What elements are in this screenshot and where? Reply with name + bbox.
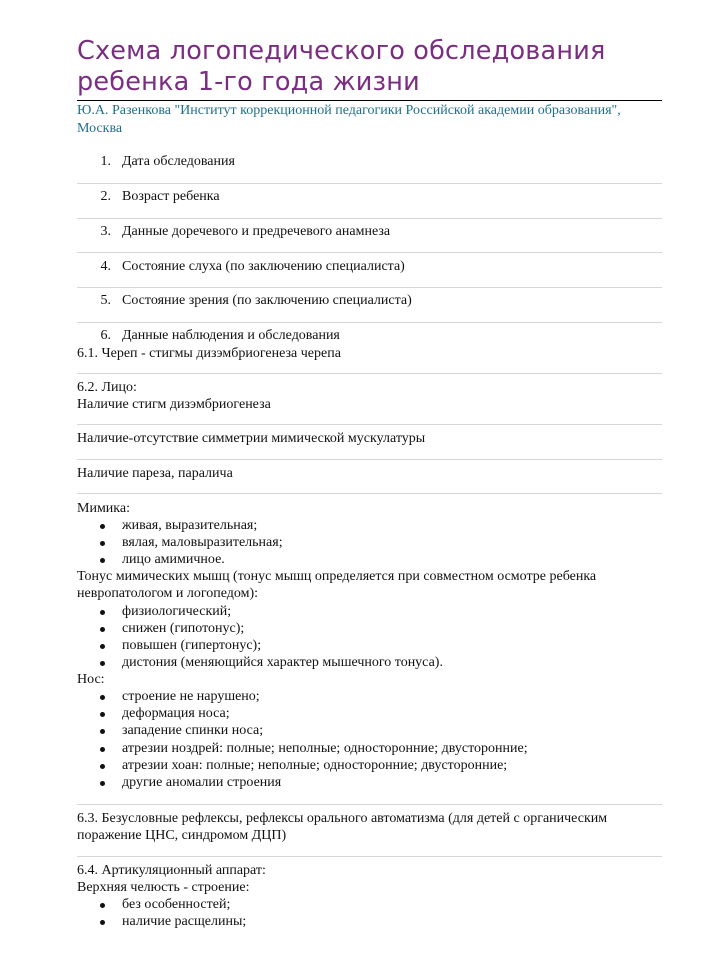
- list-number: 1.: [100, 154, 111, 169]
- bullet-icon: [100, 541, 105, 546]
- list-item: [77, 913, 662, 930]
- mimika-heading: Мимика:: [77, 501, 130, 516]
- list-number: 6.: [100, 328, 111, 343]
- bullet-icon: [100, 764, 105, 769]
- bullet-icon: [100, 661, 105, 666]
- list-item: [77, 896, 662, 913]
- bullet-text: атрезии ноздрей: полные; неполные; односторонние; двусторонние;: [122, 741, 528, 756]
- bullet-icon: [100, 695, 105, 700]
- bullet-icon: [100, 712, 105, 717]
- list-number: 4.: [100, 259, 111, 274]
- bullet-icon: [100, 903, 105, 908]
- list-item: [77, 153, 662, 171]
- bullet-icon: [100, 644, 105, 649]
- bullet-text: живая, выразительная;: [122, 518, 258, 533]
- bullet-text: западение спинки носа;: [122, 723, 264, 738]
- bullet-icon: [100, 524, 105, 529]
- bullet-text: наличие расщелины;: [122, 914, 247, 929]
- list-item: [77, 757, 662, 774]
- list-text: Данные наблюдения и обследования: [122, 328, 340, 343]
- divider: [77, 322, 662, 323]
- bullet-text: снижен (гипотонус);: [122, 621, 245, 636]
- divider: [77, 252, 662, 253]
- list-text: Состояние слуха (по заключению специалиста): [122, 259, 405, 274]
- list-number: 3.: [100, 224, 111, 239]
- divider: [77, 804, 662, 805]
- list-number: 2.: [100, 189, 111, 204]
- list-item: [77, 517, 662, 534]
- list-item: [77, 223, 662, 241]
- jaw-heading: Верхняя челюсть - строение:: [77, 880, 250, 895]
- divider: [77, 459, 662, 460]
- document-authors: Ю.А. Разенкова "Институт коррекционной педагогики Российской академии образования", Москва: [77, 103, 621, 136]
- bullet-text: деформация носа;: [122, 706, 230, 721]
- bullet-text: физиологический;: [122, 604, 232, 619]
- divider: [77, 493, 662, 494]
- list-item: [77, 688, 662, 705]
- bullet-text: без особенностей;: [122, 897, 231, 912]
- list-item: [77, 534, 662, 551]
- bullet-icon: [100, 558, 105, 563]
- list-text: Состояние зрения (по заключению специалиста): [122, 293, 412, 308]
- bullet-text: лицо амимичное.: [122, 552, 225, 567]
- list-item: [77, 292, 662, 310]
- title-underline: [77, 100, 662, 101]
- section-6-3: 6.3. Безусловные рефлексы, рефлексы орального автоматизма (для детей с органическим поражение ЦНС, синдромом ДЦП): [77, 811, 608, 843]
- list-text: Возраст ребенка: [122, 189, 220, 204]
- bullet-icon: [100, 747, 105, 752]
- document-title: Схема логопедического обследования ребенка 1-го года жизни: [77, 36, 606, 97]
- divider: [77, 424, 662, 425]
- bullet-icon: [100, 781, 105, 786]
- list-item: [77, 740, 662, 757]
- list-item: [77, 603, 662, 620]
- list-item: [77, 637, 662, 654]
- tonus-heading: Тонус мимических мышц (тонус мышц определяется при совместном осмотре ребенка невропатологом и логопедом):: [77, 569, 597, 601]
- bullet-text: повышен (гипертонус);: [122, 638, 262, 653]
- bullet-text: строение не нарушено;: [122, 689, 260, 704]
- list-item: [77, 188, 662, 206]
- list-text: Данные доречевого и предречевого анамнеза: [122, 224, 391, 239]
- divider: [77, 183, 662, 184]
- list-item: [77, 705, 662, 722]
- list-item: [77, 774, 662, 791]
- nos-heading: Нос:: [77, 672, 105, 687]
- bullet-text: атрезии хоан: полные; неполные; односторонние; двусторонние;: [122, 758, 508, 773]
- list-item: [77, 654, 662, 671]
- list-item: [77, 722, 662, 739]
- stigma-text: Наличие стигм дизэмбриогенеза: [77, 397, 271, 412]
- divider: [77, 218, 662, 219]
- section-6-1: 6.1. Череп - стигмы дизэмбриогенеза черепа: [77, 346, 341, 361]
- symmetry-text: Наличие-отсутствие симметрии мимической мускулатуры: [77, 431, 426, 446]
- paresis-text: Наличие пареза, паралича: [77, 466, 233, 481]
- bullet-text: вялая, маловыразительная;: [122, 535, 283, 550]
- bullet-icon: [100, 627, 105, 632]
- bullet-icon: [100, 729, 105, 734]
- list-text: Дата обследования: [122, 154, 235, 169]
- section-6-4-heading: 6.4. Артикуляционный аппарат:: [77, 863, 266, 878]
- bullet-icon: [100, 920, 105, 925]
- bullet-text: другие аномалии строения: [122, 775, 282, 790]
- list-item: [77, 620, 662, 637]
- list-item: [77, 258, 662, 276]
- list-number: 5.: [100, 293, 111, 308]
- list-item: [77, 551, 662, 568]
- bullet-text: дистония (меняющийся характер мышечного тонуса).: [122, 655, 443, 670]
- divider: [77, 373, 662, 374]
- list-item: [77, 327, 662, 345]
- divider: [77, 287, 662, 288]
- bullet-icon: [100, 610, 105, 615]
- section-6-2-heading: 6.2. Лицо:: [77, 380, 137, 395]
- divider: [77, 856, 662, 857]
